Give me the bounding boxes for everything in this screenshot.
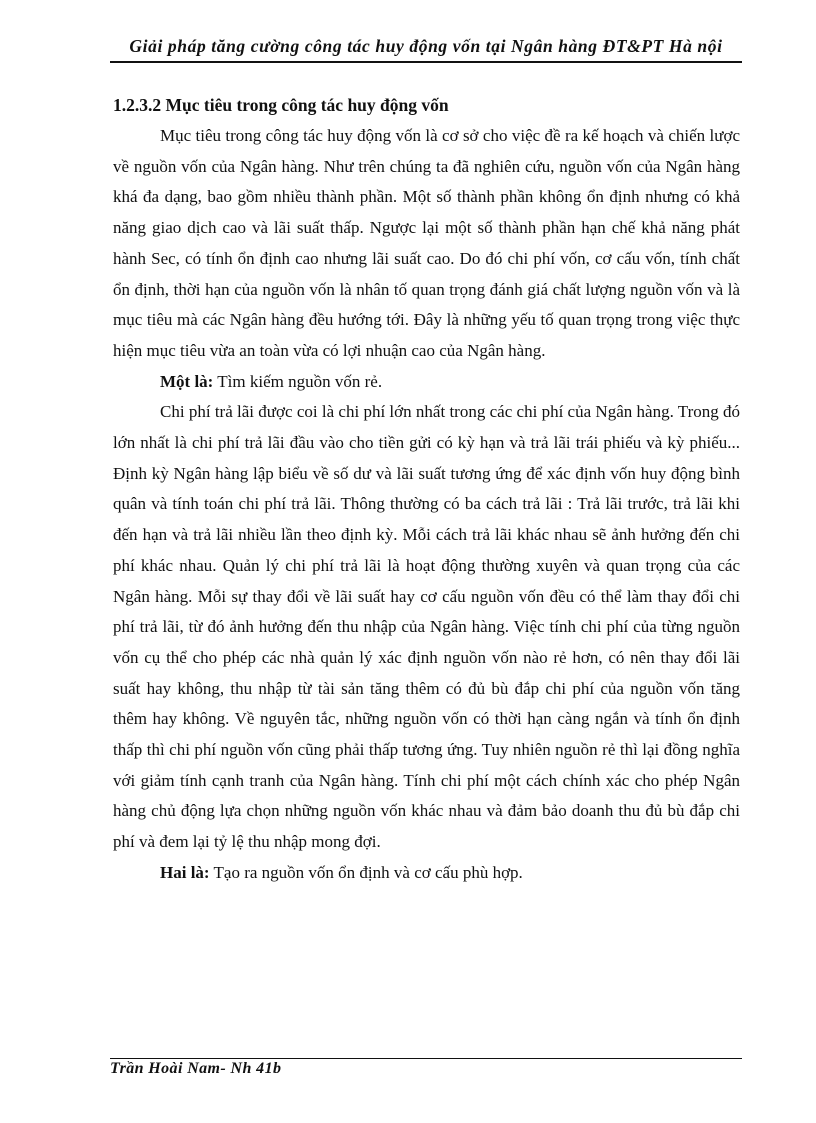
goal-two-text: Tạo ra nguồn vốn ổn định và cơ cấu phù hợp. [209,862,523,882]
goal-one-label: Một là: [160,371,214,391]
header-divider [110,61,742,63]
goal-two-label: Hai là: [160,862,210,882]
document-body [113,90,740,889]
goal-one-text: Tìm kiếm nguồn vốn rẻ. [213,371,383,391]
paragraph-goal-one [113,367,740,398]
page-header-title: Giải pháp tăng cường công tác huy động vốn tại Ngân hàng ĐT&PT Hà nội [129,36,723,56]
section-heading: 1.2.3.2 Mục tiêu trong công tác huy động vốn [113,95,449,115]
footer-divider [110,1058,742,1059]
paragraph-goal-two [113,858,740,889]
paragraph-objectives-intro: Mục tiêu trong công tác huy động vốn là cơ sở cho việc đề ra kế hoạch và chiến lược về nguồn vốn của Ngân hàng. Như trên chúng ta đã nghiên cứu, nguồn vốn của Ngân hàng khá đa dạng, bao gồm nhiều thành phần. Một số thành phần không ổn định nhưng có khả năng giao dịch cao và lãi suất thấp. Ngược lại một số thành phần hạn chế khả năng phát hành Sec, có tính ổn định cao nhưng lãi suất cao. Do đó chi phí vốn, cơ cấu vốn, tính chất ổn định, thời hạn của nguồn vốn là nhân tố quan trọng đánh giá chất lượng nguồn vốn và là mục tiêu mà các Ngân hàng đều hướng tới. Đây là những yếu tố quan trọng trong việc thực hiện mục tiêu vừa an toàn vừa có lợi nhuận cao của Ngân hàng. [113,126,740,360]
page-footer-author: Trần Hoài Nam- Nh 41b [110,1060,282,1077]
paragraph-interest-cost: Chi phí trả lãi được coi là chi phí lớn nhất trong các chi phí của Ngân hàng. Trong đó lớn nhất là chi phí trả lãi đầu vào cho tiền gửi có kỳ hạn và trả lãi trái phiếu và kỳ phiếu... Định kỳ Ngân hàng lập biểu về số dư và lãi suất tương ứng để xác định vốn huy động bình quân và tính toán chi phí trả lãi. Thông thường có ba cách trả lãi : Trả lãi trước, trả lãi khi đến hạn và trả lãi nhiều lần theo định kỳ. Mỗi cách trả lãi khác nhau sẽ ảnh hưởng đến chi phí khác nhau. Quản lý chi phí trả lãi là hoạt động thường xuyên và quan trọng của các Ngân hàng. Mỗi sự thay đổi về lãi suất hay cơ cấu nguồn vốn đều có thể làm thay đổi chi phí trả lãi, từ đó ảnh hưởng đến thu nhập của Ngân hàng. Việc tính chi phí của từng nguồn vốn cụ thể cho phép các nhà quản lý xác định nguồn vốn nào rẻ hơn, có nên thay đổi lãi suất hay không, thu nhập từ tài sản tăng thêm có đủ bù đắp chi phí của nguồn vốn tăng thêm hay không. Về nguyên tắc, những nguồn vốn có thời hạn càng ngắn và tính ổn định thấp thì chi phí nguồn vốn cũng phải thấp tương ứng. Tuy nhiên nguồn rẻ thì lại đồng nghĩa với giảm tính cạnh tranh của Ngân hàng. Tính chi phí một cách chính xác cho phép Ngân hàng chủ động lựa chọn những nguồn vốn khác nhau và đảm bảo doanh thu đủ bù đắp chi phí và đem lại tỷ lệ thu nhập mong đợi. [113,402,740,852]
